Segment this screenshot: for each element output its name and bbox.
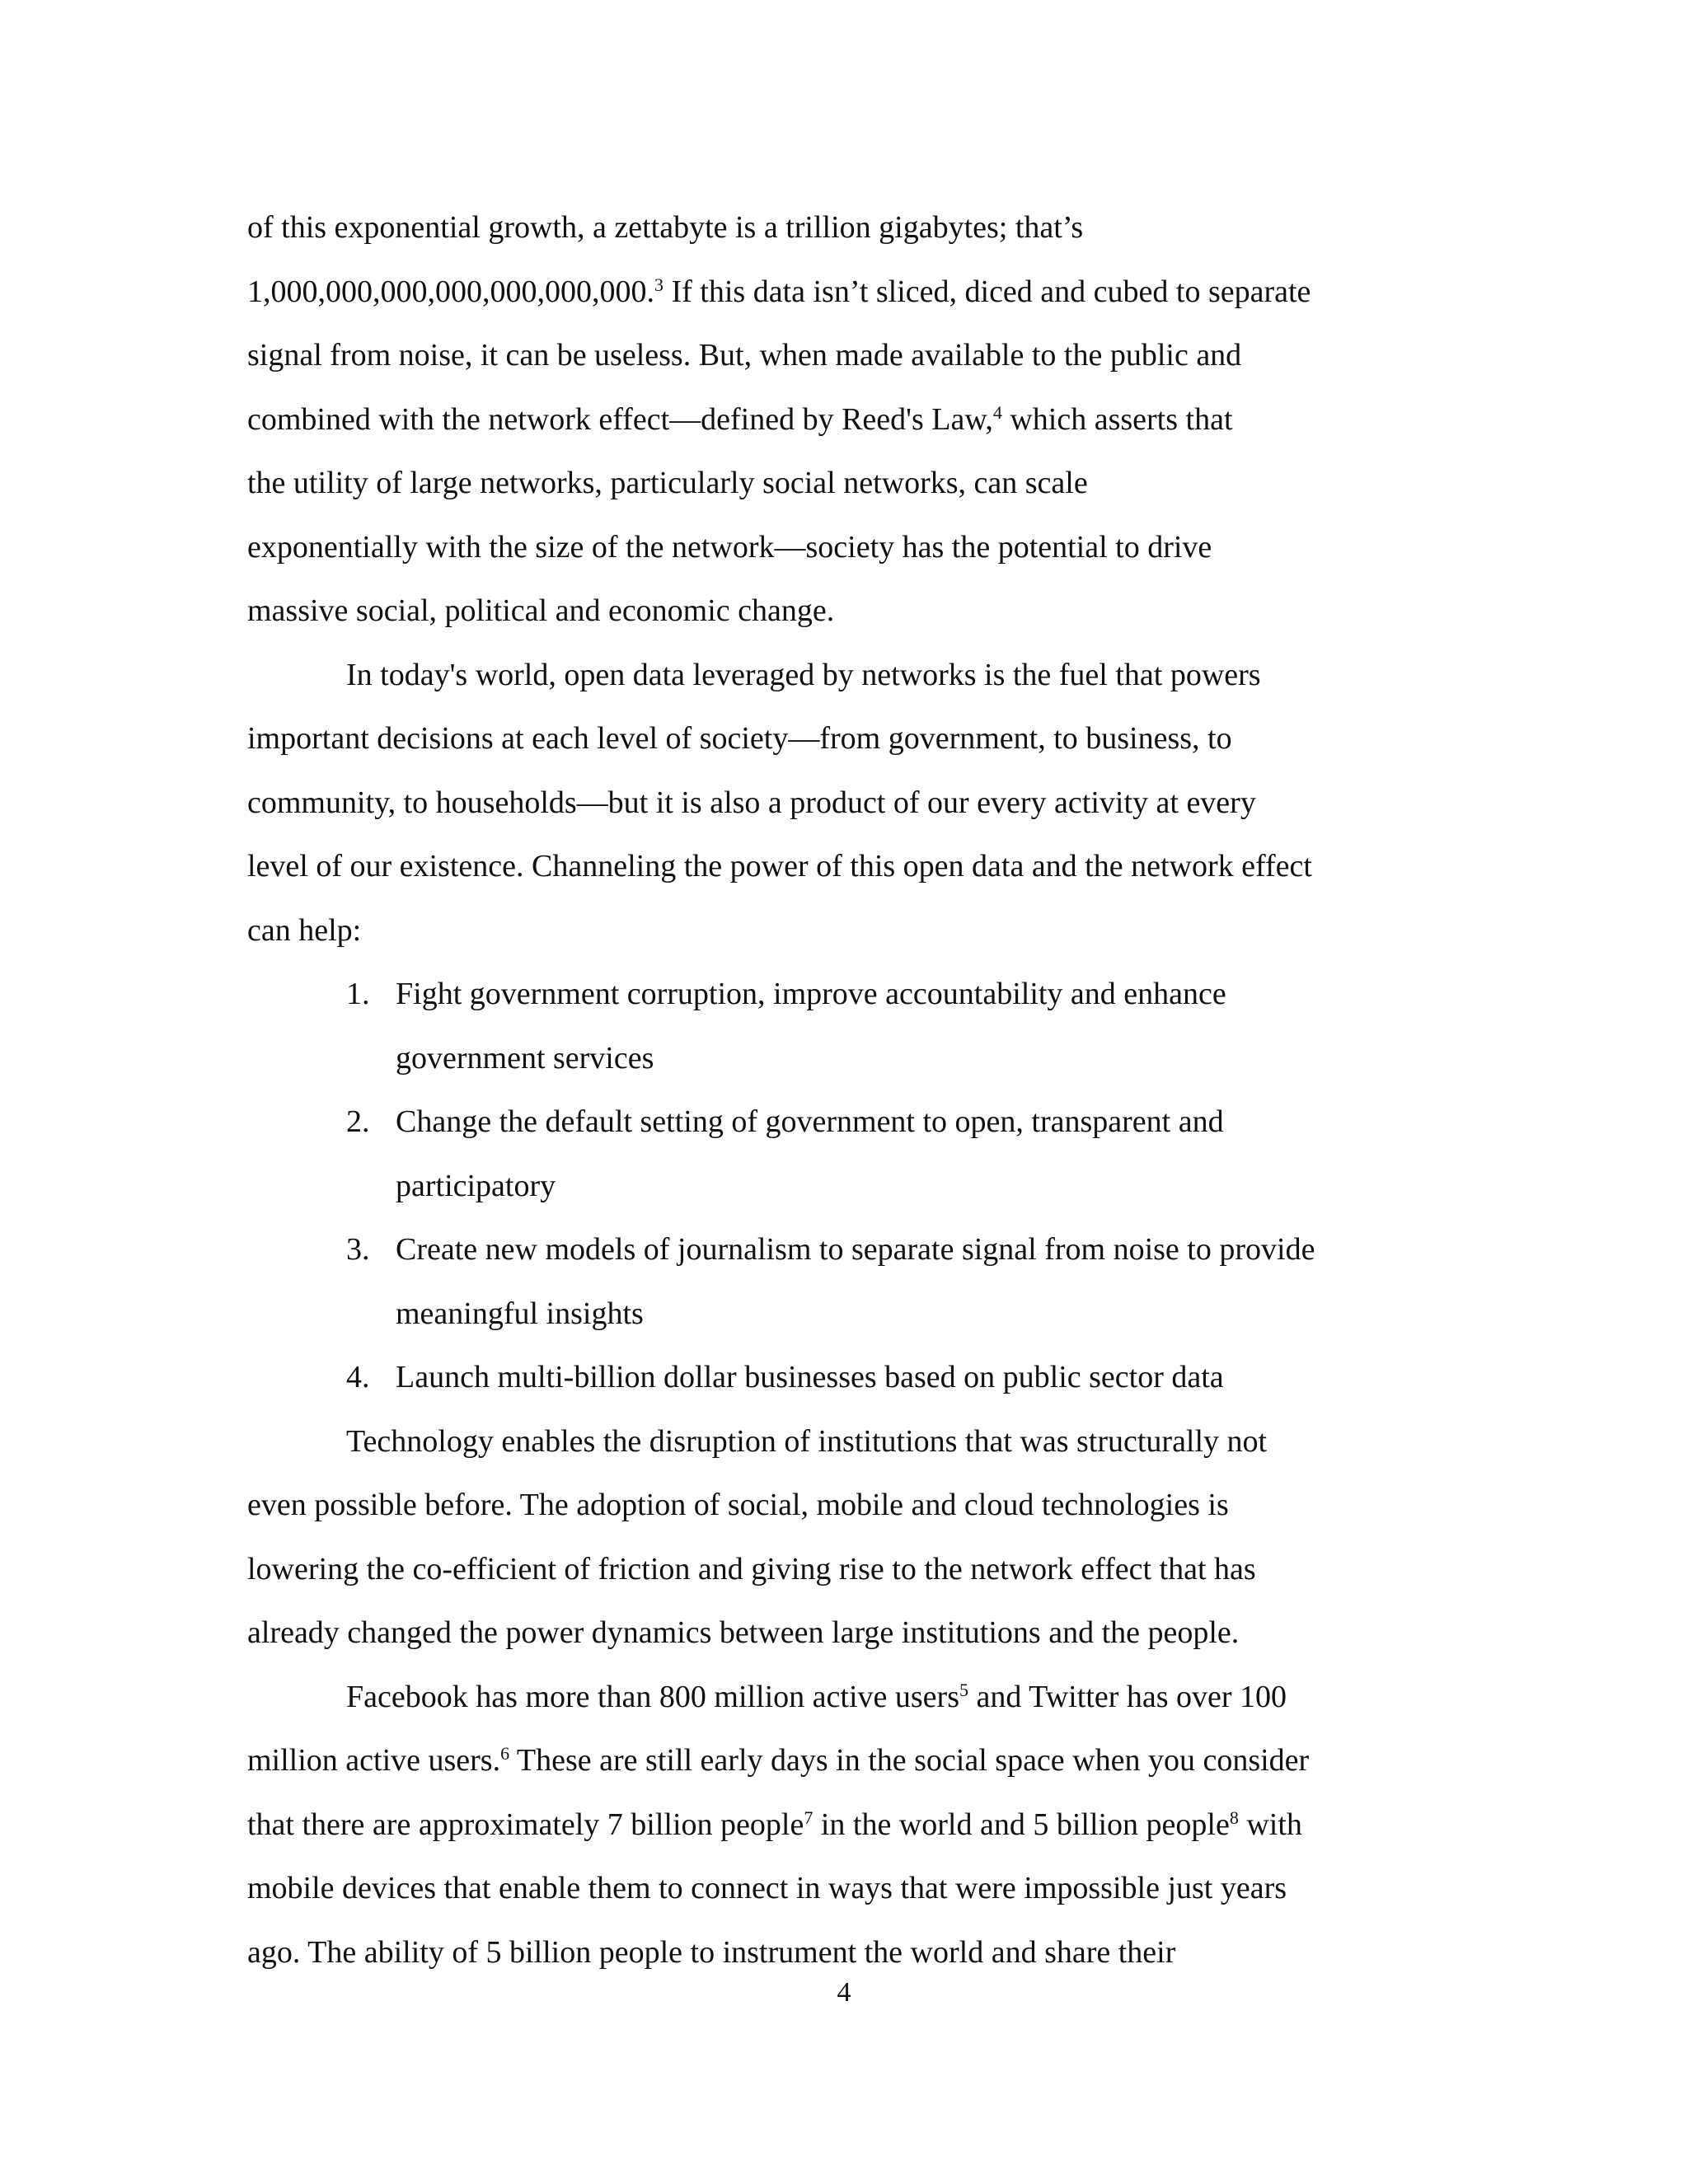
footnote-ref-6: 6 xyxy=(500,1743,510,1764)
text-run: which asserts that xyxy=(1001,401,1233,437)
text-line: Create new models of journalism to separate signal from noise to provide xyxy=(396,1232,1315,1267)
text-line: signal from noise, it can be useless. But, when made available to the public and xyxy=(247,338,1242,373)
text-line xyxy=(247,1729,1459,1793)
text-run: in the world and 5 billion people xyxy=(813,1807,1230,1842)
paragraph-open-data xyxy=(247,644,1459,963)
list-item xyxy=(247,1346,1459,1410)
text-line: In today's world, open data leveraged by networks is the fuel that powers xyxy=(346,657,1261,692)
footnote-ref-5: 5 xyxy=(959,1679,968,1700)
footnote-ref-3: 3 xyxy=(654,274,663,295)
text-run: If this data isn’t sliced, diced and cubed to separate xyxy=(663,274,1311,309)
text-line: Change the default setting of government to open, transparent and xyxy=(396,1104,1224,1139)
text-line xyxy=(247,388,1459,452)
text-line: exponentially with the size of the network—society has the potential to drive xyxy=(247,529,1212,565)
body-text xyxy=(247,196,1459,1985)
text-line: massive social, political and economic change. xyxy=(247,593,835,628)
text-line: lowering the co-efficient of friction and giving rise to the network effect that has xyxy=(247,1551,1256,1586)
text-line: meaningful insights xyxy=(396,1296,644,1331)
text-line: mobile devices that enable them to connect in ways that were impossible just years xyxy=(247,1871,1287,1905)
footnote-ref-4: 4 xyxy=(992,401,1002,423)
text-line: participatory xyxy=(396,1168,556,1203)
text-line: community, to households—but it is also a product of our every activity at every xyxy=(247,785,1256,820)
list-item xyxy=(247,1090,1459,1218)
text-line xyxy=(247,1793,1459,1858)
text-line: Technology enables the disruption of institutions that was structurally not xyxy=(346,1423,1268,1459)
text-run: that there are approximately 7 billion people xyxy=(247,1807,804,1842)
list-item xyxy=(247,963,1459,1090)
numbered-list xyxy=(247,963,1459,1410)
text-line: level of our existence. Channeling the power of this open data and the network effect xyxy=(247,849,1312,883)
list-item xyxy=(247,1218,1459,1346)
footnote-ref-8: 8 xyxy=(1229,1807,1239,1828)
paragraph-zettabyte xyxy=(247,196,1459,644)
text-run: with xyxy=(1238,1807,1302,1842)
text-run: Facebook has more than 800 million active users xyxy=(346,1679,959,1714)
footnote-ref-7: 7 xyxy=(804,1807,814,1828)
list-number: 3. xyxy=(346,1232,370,1267)
text-line: government services xyxy=(396,1040,654,1076)
list-number: 1. xyxy=(346,977,370,1011)
text-line: of this exponential growth, a zettabyte is a trillion gigabytes; that’s xyxy=(247,210,1084,245)
list-number: 4. xyxy=(346,1360,370,1394)
text-line: ago. The ability of 5 billion people to instrument the world and share their xyxy=(247,1934,1176,1970)
text-line: Launch multi-billion dollar businesses based on public sector data xyxy=(396,1360,1224,1394)
text-run: million active users. xyxy=(247,1743,501,1778)
paragraph-social-users xyxy=(247,1666,1459,1985)
text-run: and Twitter has over 100 xyxy=(968,1679,1287,1714)
text-line xyxy=(247,1666,1459,1730)
text-line: even possible before. The adoption of social, mobile and cloud technologies is xyxy=(247,1488,1229,1522)
text-line xyxy=(247,260,1459,325)
text-line: already changed the power dynamics between large institutions and the people. xyxy=(247,1615,1240,1650)
text-line: important decisions at each level of society—from government, to business, to xyxy=(247,721,1232,756)
text-line: the utility of large networks, particularly social networks, can scale xyxy=(247,466,1088,500)
text-run: 1,000,000,000,000,000,000,000. xyxy=(247,274,654,309)
list-number: 2. xyxy=(346,1104,370,1139)
page-number: 4 xyxy=(837,1977,851,2008)
paragraph-technology xyxy=(247,1410,1459,1666)
text-run: combined with the network effect—defined by Reed's Law, xyxy=(247,401,993,437)
text-line: can help: xyxy=(247,912,362,948)
text-run: These are still early days in the social space when you consider xyxy=(509,1743,1310,1778)
text-line: Fight government corruption, improve accountability and enhance xyxy=(396,977,1226,1011)
